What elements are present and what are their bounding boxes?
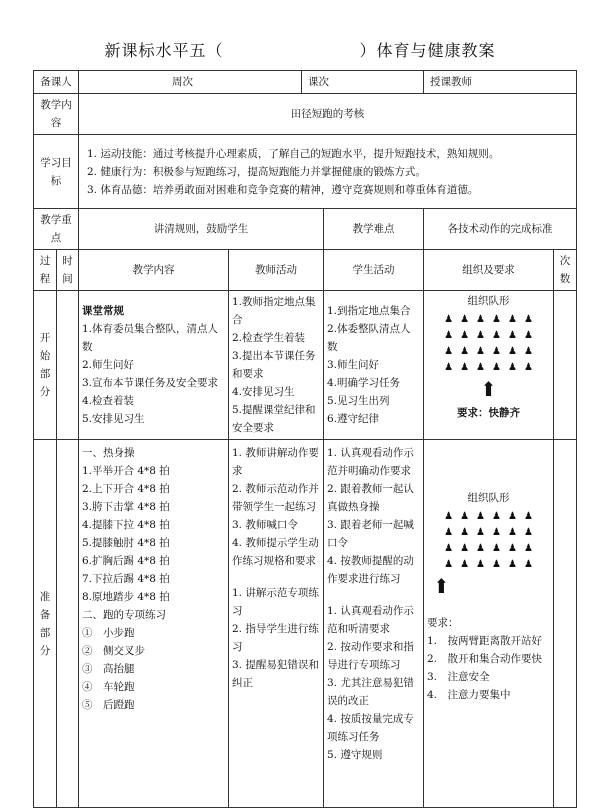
content-label: 教学内容 bbox=[34, 94, 79, 135]
person-icon: ♟ bbox=[523, 511, 533, 522]
content-row bbox=[34, 94, 577, 135]
list-item: 1.平举开合 4*8 拍 bbox=[82, 465, 170, 477]
person-icon: ♟ bbox=[507, 543, 517, 554]
list-item: 3.胯下击掌 4*8 拍 bbox=[82, 501, 170, 513]
list-item: 4.明确学习任务 bbox=[327, 377, 401, 389]
difficulty-value: 各技术动作的完成标准 bbox=[424, 209, 577, 250]
goal-item: 1. 运动技能：通过考核提升心理素质，了解自己的短跑水平，提升短跑技术，熟知规则。 bbox=[87, 147, 500, 160]
person-icon: ♟ bbox=[492, 314, 501, 325]
person-icon: ♟ bbox=[460, 362, 470, 373]
person-icon: ♟ bbox=[523, 330, 533, 341]
person-icon: ♟ bbox=[523, 346, 533, 357]
person-icon: ♟ bbox=[492, 362, 501, 373]
lesson-plan-table bbox=[33, 70, 577, 808]
list-item: 4.安排见习生 bbox=[232, 386, 295, 398]
person-icon: ♟ bbox=[444, 346, 454, 357]
person-icon: ♟ bbox=[492, 527, 501, 538]
list-item: ② 侧交叉步 bbox=[82, 645, 145, 657]
person-icon: ♟ bbox=[444, 543, 454, 554]
list-item: 7.下拉后踢 4*8 拍 bbox=[82, 573, 170, 585]
list-item: 3.宣布本节课任务及安全要求 bbox=[82, 377, 219, 389]
start-org-req: 要求：快静齐 bbox=[457, 407, 520, 419]
key-value: 讲清规则，鼓励学生 bbox=[79, 209, 324, 250]
page-title: 新课标水平五（ ）体育与健康教案 bbox=[104, 41, 496, 60]
person-icon: ♟ bbox=[444, 330, 454, 341]
week-label: 周次 bbox=[172, 76, 193, 88]
arrow-up-icon: ⬆ bbox=[480, 377, 497, 401]
person-icon: ♟ bbox=[492, 543, 501, 554]
start-teacher bbox=[229, 291, 324, 440]
prep-label: 准备部分 bbox=[34, 440, 57, 808]
list-item: 3. 教师喊口令 bbox=[232, 519, 298, 531]
list-item: 二、跑的专项练习 bbox=[82, 609, 166, 621]
col-times: 次数 bbox=[554, 250, 577, 291]
list-item: 6.遵守纪律 bbox=[327, 413, 380, 425]
person-icon: ♟ bbox=[492, 346, 501, 357]
list-item: 6.扩胸后踢 4*8 拍 bbox=[82, 555, 170, 567]
prep-req-label: 要求： bbox=[427, 617, 459, 629]
person-icon: ♟ bbox=[476, 314, 485, 325]
list-item: 4.提膝下拉 4*8 拍 bbox=[82, 519, 170, 531]
list-item: 2. 指导学生进行练习 bbox=[232, 623, 319, 653]
list-item: 一、热身操 bbox=[82, 447, 135, 459]
list-item: 4. 注意力要集中 bbox=[427, 689, 511, 701]
person-icon: ♟ bbox=[460, 511, 470, 522]
list-item: 1. 讲解示范专项练习 bbox=[232, 587, 319, 617]
list-item: 1. 教师讲解动作要求 bbox=[232, 447, 319, 477]
list-item: 3. 尤其注意易犯错误的改正 bbox=[327, 677, 414, 707]
list-item: ④ 车轮跑 bbox=[82, 681, 135, 693]
list-item: 4.检查着装 bbox=[82, 395, 135, 407]
header-row bbox=[34, 71, 577, 94]
list-item: 5. 遵守规则 bbox=[327, 749, 383, 761]
person-icon: ♟ bbox=[476, 362, 485, 373]
list-item: 2. 教师示范动作并带领学生一起练习 bbox=[232, 483, 319, 513]
person-icon: ♟ bbox=[523, 314, 533, 325]
teacher-label: 授课教师 bbox=[430, 76, 472, 88]
prep-row bbox=[34, 440, 577, 808]
person-icon: ♟ bbox=[507, 527, 517, 538]
list-item: 3. 注意安全 bbox=[427, 671, 490, 683]
prep-teacher bbox=[229, 440, 324, 808]
list-item: 3.师生问好 bbox=[327, 359, 380, 371]
list-item: 1.到指定地点集合 bbox=[327, 305, 411, 317]
difficulty-label: 教学难点 bbox=[324, 209, 424, 250]
list-item: 1.体育委员集合整队，清点人数 bbox=[82, 323, 219, 353]
list-item: ① 小步跑 bbox=[82, 627, 135, 639]
list-item: 2.师生问好 bbox=[82, 359, 135, 371]
list-item: 4. 教师提示学生动作练习规格和要求 bbox=[232, 537, 319, 567]
col-org: 组织及要求 bbox=[424, 250, 554, 291]
person-icon: ♟ bbox=[523, 559, 533, 570]
person-icon: ♟ bbox=[507, 330, 517, 341]
person-icon: ♟ bbox=[460, 527, 470, 538]
person-icon: ♟ bbox=[523, 543, 533, 554]
person-icon: ♟ bbox=[507, 362, 517, 373]
key-row bbox=[34, 209, 577, 250]
start-content bbox=[79, 291, 229, 440]
person-icon: ♟ bbox=[507, 559, 517, 570]
list-item: ⑤ 后蹬跑 bbox=[82, 699, 135, 711]
person-icon: ♟ bbox=[460, 543, 470, 554]
col-student: 学生活动 bbox=[324, 250, 424, 291]
start-student bbox=[324, 291, 424, 440]
list-item: 3. 提醒易犯错误和纠正 bbox=[232, 659, 319, 689]
list-item: 2. 按动作要求和指导进行专项练习 bbox=[327, 641, 414, 671]
goal-item: 2. 健康行为：积极参与短跑练习，提高短跑能力并掌握健康的锻炼方式。 bbox=[87, 165, 426, 178]
person-icon: ♟ bbox=[444, 559, 454, 570]
person-icon: ♟ bbox=[460, 314, 470, 325]
list-item: 3.提出本节课任务和要求 bbox=[232, 350, 316, 380]
list-item: 4. 按教师提醒的动作要求进行练习 bbox=[327, 555, 414, 585]
person-icon: ♟ bbox=[444, 362, 454, 373]
goals-row bbox=[34, 135, 577, 209]
list-item: 5.安排见习生 bbox=[82, 413, 145, 425]
person-icon: ♟ bbox=[523, 362, 533, 373]
prep-content bbox=[79, 440, 229, 808]
key-label: 教学重点 bbox=[34, 209, 79, 250]
person-icon: ♟ bbox=[507, 511, 517, 522]
list-item: 4. 按质按量完成专项练习任务 bbox=[327, 713, 414, 743]
person-icon: ♟ bbox=[476, 511, 485, 522]
start-row bbox=[34, 291, 577, 440]
col-content: 教学内容 bbox=[79, 250, 229, 291]
person-icon: ♟ bbox=[476, 527, 485, 538]
start-org-title: 组织队形 bbox=[467, 295, 510, 307]
person-icon: ♟ bbox=[507, 346, 517, 357]
list-item: 5.提醒课堂纪律和安全要求 bbox=[232, 404, 316, 434]
col-process: 过程 bbox=[34, 250, 57, 291]
prep-student bbox=[324, 440, 424, 808]
person-icon: ♟ bbox=[492, 511, 501, 522]
person-icon: ♟ bbox=[444, 527, 454, 538]
content-value: 田径短跑的考核 bbox=[79, 94, 577, 135]
lesson-no-label: 课次 bbox=[308, 76, 329, 88]
person-icon: ♟ bbox=[444, 511, 454, 522]
list-item: 5.提膝触肘 4*8 拍 bbox=[82, 537, 170, 549]
goals-label: 学习目标 bbox=[34, 135, 79, 209]
list-item: 1.教师指定地点集合 bbox=[232, 296, 316, 326]
person-icon: ♟ bbox=[476, 346, 485, 357]
list-item: 2.上下开合 4*8 拍 bbox=[82, 483, 170, 495]
person-icon: ♟ bbox=[460, 559, 470, 570]
person-icon: ♟ bbox=[460, 346, 470, 357]
list-item: 3. 跟着老师一起喊口令 bbox=[327, 519, 414, 549]
person-icon: ♟ bbox=[492, 330, 501, 341]
list-item: ③ 高抬腿 bbox=[82, 663, 135, 675]
column-header-row bbox=[34, 250, 577, 291]
person-icon: ♟ bbox=[444, 314, 454, 325]
person-icon: ♟ bbox=[507, 314, 517, 325]
goals-list bbox=[79, 135, 577, 209]
prep-org-title: 组织队形 bbox=[467, 492, 510, 504]
preparer-label: 备课人 bbox=[34, 71, 79, 94]
prep-org bbox=[424, 440, 554, 808]
list-item: 2.体委整队清点人数 bbox=[327, 323, 411, 353]
start-org bbox=[424, 291, 554, 440]
col-teacher: 教师活动 bbox=[229, 250, 324, 291]
start-label: 开始部分 bbox=[34, 291, 57, 440]
goal-item: 3. 体育品德：培养勇敢面对困难和竞争竞赛的精神，遵守竞赛规则和尊重体育道德。 bbox=[87, 183, 479, 196]
list-item: 2.检查学生着装 bbox=[232, 332, 306, 344]
list-item: 1. 认真观看动作示范和听清要求 bbox=[327, 605, 414, 635]
list-item: 1. 按两臂距离散开站好 bbox=[427, 635, 543, 647]
col-time: 时间 bbox=[57, 250, 79, 291]
list-item: 5.见习生出列 bbox=[327, 395, 390, 407]
person-icon: ♟ bbox=[523, 527, 533, 538]
person-icon: ♟ bbox=[492, 559, 501, 570]
person-icon: ♟ bbox=[476, 330, 485, 341]
list-item: 1. 认真观看动作示范并明确动作要求 bbox=[327, 447, 414, 477]
person-icon: ♟ bbox=[460, 330, 470, 341]
start-content-title: 课堂常规 bbox=[82, 305, 124, 317]
arrow-up-icon: ⬆ bbox=[433, 574, 450, 598]
person-icon: ♟ bbox=[476, 543, 485, 554]
list-item: 2. 散开和集合动作要快 bbox=[427, 653, 543, 665]
list-item: 2. 跟着教师一起认真做热身操 bbox=[327, 483, 414, 513]
person-icon: ♟ bbox=[476, 559, 485, 570]
list-item: 8.原地踏步 4*8 拍 bbox=[82, 591, 170, 603]
